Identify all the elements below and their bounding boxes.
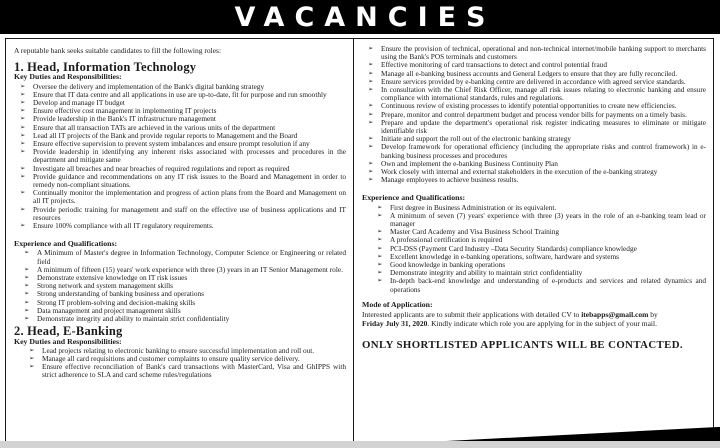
bullet-item [28, 363, 346, 379]
right-column [354, 39, 713, 441]
arrow-bullet-icon: ➢ [368, 143, 374, 151]
role-2-qualifications-heading: Experience and Qualifications: [362, 193, 466, 203]
arrow-bullet-icon: ➢ [24, 249, 30, 257]
arrow-bullet-icon: ➢ [29, 346, 35, 354]
bullet-item-text: In-depth back-end knowledge and understanding of e-products and services and related dynamics and operations [390, 276, 706, 294]
bullet-item-text: Provide leadership in the Bank's IT infrastructure management [33, 114, 216, 124]
application-text-by: by [648, 310, 658, 320]
bullet-item-text: Data management and project management skills [37, 305, 181, 315]
application-text-tail: . Kindly indicate which role you are applying for in the subject of your mail. [427, 319, 657, 329]
bullet-item-text: Provide leadership in identifying any inherent risks associated with processes and procedures in the department and mitigate same [33, 147, 346, 165]
application-email: itebapps@gmail.com [581, 310, 649, 320]
role-1-qualifications-list [23, 249, 346, 323]
role-2-title: 2. Head, E-Banking [14, 324, 123, 339]
bullet-item-text: Develop framework for operational efficiency (including the appropriate risks and control framework) in e-banking business processes and procedures [381, 142, 706, 160]
arrow-bullet-icon: ➢ [24, 282, 30, 290]
bullet-item-text: A Minimum of Master's degree in Information Technology, Computer Science or Engineering or related field [37, 248, 346, 266]
bullet-item-text: A minimum of seven (7) years' experience with three (3) years in the role of an e-banking team lead or manager [390, 210, 706, 229]
role-1-duties-list [19, 83, 346, 231]
bullet-item-text: Provide guidance and recommendations on any IT risk issues to the Board and Management in order to remedy non-compliant situations. [33, 171, 346, 190]
arrow-bullet-icon: ➢ [20, 99, 26, 107]
bullet-item [367, 119, 706, 135]
arrow-bullet-icon: ➢ [20, 131, 26, 139]
bullet-item-text: A professional certification is required [390, 235, 503, 245]
arrow-bullet-icon: ➢ [377, 269, 383, 277]
arrow-bullet-icon: ➢ [24, 274, 30, 282]
bullet-item [19, 173, 346, 189]
bullet-item-text: Strong IT problem-solving and decision-making skills [37, 297, 196, 307]
arrow-bullet-icon: ➢ [368, 69, 374, 77]
bullet-item [367, 45, 706, 61]
shortlist-notice: ONLY SHORTLISTED APPLICANTS WILL BE CONTACTED. [362, 339, 684, 352]
bullet-item-text: Manage employees to achieve business results. [381, 175, 519, 185]
bullet-item-text: Manage all e-banking business accounts and General Ledgers to ensure that they are fully reconciled. [381, 68, 678, 78]
bullet-item-text: Oversee the delivery and implementation of the Bank's digital banking strategy [33, 81, 265, 91]
bullet-item-text: A minimum of fifteen (15) years' work experience with three (3) years in an IT Senior Management role. [37, 264, 343, 274]
bullet-item-text: Ensure that IT data centre and all applications in use are up-to-date, fit for purpose and run smoothly [33, 89, 327, 99]
arrow-bullet-icon: ➢ [377, 244, 383, 252]
bullet-item-text: Work closely with internal and external stakeholders in the execution of the e-banking strategy [381, 167, 658, 177]
arrow-bullet-icon: ➢ [20, 222, 26, 230]
bullet-item-text: PCI-DSS (Payment Card Industry –Data Security Standards) compliance knowledge [390, 243, 637, 253]
arrow-bullet-icon: ➢ [368, 176, 374, 184]
role-2-duties-continued-list [367, 45, 706, 184]
arrow-bullet-icon: ➢ [20, 205, 26, 213]
arrow-bullet-icon: ➢ [20, 115, 26, 123]
bullet-item-text: Ensure effective reconciliation of Bank's card transactions with MasterCard, Visa and GhIPPS with strict adherence to SLA and card scheme rules/regulations [42, 362, 346, 380]
bullet-item-text: Master Card Academy and Visa Business School Training [390, 227, 560, 237]
bullet-item [19, 222, 346, 230]
arrow-bullet-icon: ➢ [29, 363, 35, 371]
arrow-bullet-icon: ➢ [377, 261, 383, 269]
page-bottom-strip [0, 441, 720, 448]
bullet-item-text: Manage all card requisitions and customer complaints to ensure quality service delivery. [42, 353, 300, 363]
arrow-bullet-icon: ➢ [368, 110, 374, 118]
left-column [6, 39, 353, 441]
arrow-bullet-icon: ➢ [20, 123, 26, 131]
application-deadline: Friday July 31, 2020 [362, 319, 428, 329]
bullet-item-text: Demonstrate extensive knowledge on IT risk issues [37, 273, 188, 283]
bullet-item-text: Prepare and update the department's operational risk register indicating measures to eliminate or mitigate identifiable risk [381, 117, 706, 136]
arrow-bullet-icon: ➢ [24, 298, 30, 306]
arrow-bullet-icon: ➢ [20, 172, 26, 180]
bullet-item [367, 86, 706, 102]
arrow-bullet-icon: ➢ [368, 168, 374, 176]
arrow-bullet-icon: ➢ [368, 159, 374, 167]
bullet-item-text: Prepare, monitor and control department budget and process vendor bills for payments on a timely basis. [381, 109, 687, 119]
role-1-title: 1. Head, Information Technology [14, 60, 197, 75]
bullet-item-text: Strong network and system management skills [37, 281, 173, 291]
arrow-bullet-icon: ➢ [368, 45, 374, 52]
bullet-item-text: Ensure that all transaction TATs are achieved in the various units of the department [33, 122, 276, 132]
arrow-bullet-icon: ➢ [377, 252, 383, 260]
bullet-item [23, 249, 346, 265]
bullet-item [367, 176, 706, 184]
mode-of-application [362, 301, 706, 328]
bullet-item-text: Ensure effective supervision to prevent system imbalances and ensure prompt resolution if any [33, 139, 310, 149]
bullet-item-text: Continuous review of existing processes to identify potential opportunities to create new efficiencies. [381, 101, 677, 111]
bullet-item [19, 189, 346, 205]
bullet-item [376, 212, 706, 228]
arrow-bullet-icon: ➢ [20, 148, 26, 156]
bullet-item-text: Ensure the provision of technical, operational and non-technical internet/mobile banking support to merchants using the Bank's POS terminals and customers [381, 44, 706, 62]
arrow-bullet-icon: ➢ [368, 77, 374, 85]
arrow-bullet-icon: ➢ [20, 107, 26, 115]
arrow-bullet-icon: ➢ [368, 135, 374, 143]
bullet-item [376, 277, 706, 293]
bullet-item-text: Initiate and support the roll out of the electronic banking strategy [381, 134, 572, 144]
arrow-bullet-icon: ➢ [20, 189, 26, 197]
bullet-item-text: Demonstrate integrity and ability to maintain strict confidentiality [37, 314, 230, 324]
arrow-bullet-icon: ➢ [24, 265, 30, 273]
arrow-bullet-icon: ➢ [24, 306, 30, 314]
arrow-bullet-icon: ➢ [24, 290, 30, 298]
arrow-bullet-icon: ➢ [24, 315, 30, 323]
arrow-bullet-icon: ➢ [377, 277, 383, 285]
application-text-lead: Interested applicants are to submit their applications with detailed CV to [362, 310, 582, 320]
role-2-qualifications-list [376, 204, 706, 294]
bullet-item-text: Demonstrate integrity and ability to maintain strict confidentiality [390, 268, 583, 278]
arrow-bullet-icon: ➢ [20, 82, 26, 90]
arrow-bullet-icon: ➢ [377, 211, 383, 219]
arrow-bullet-icon: ➢ [368, 86, 374, 94]
bullet-item [19, 206, 346, 222]
bullet-item-text: Continually monitor the implementation and progress of action plans from the Board and Management on all IT projects. [33, 188, 346, 206]
bullet-item-text: Effective monitoring of card transactions to detect and control potential fraud [381, 60, 607, 70]
role-2-duties-heading: Key Duties and Responsibilities: [14, 336, 122, 346]
bullet-item-text: Develop and manage IT budget [33, 98, 125, 108]
arrow-bullet-icon: ➢ [20, 140, 26, 148]
role-1-qualifications-heading: Experience and Qualifications: [14, 239, 118, 249]
bullet-item-text: Lead all IT projects of the Bank and provide regular reports to Management and the Board [33, 130, 298, 140]
role-2-duties-list [28, 347, 346, 380]
document-sheet [5, 38, 714, 442]
bullet-item-text: Provide periodic training for management and staff on the effective use of business applications and IT resources [33, 204, 346, 222]
arrow-bullet-icon: ➢ [377, 228, 383, 236]
arrow-bullet-icon: ➢ [368, 102, 374, 110]
mode-of-application-text [362, 310, 672, 328]
arrow-bullet-icon: ➢ [377, 236, 383, 244]
intro-text: A reputable bank seeks suitable candidates to fill the following roles: [14, 46, 222, 55]
mode-of-application-heading: Mode of Application: [362, 299, 433, 309]
bullet-item-text: Excellent knowledge in e-banking operations, software, hardware and systems [390, 251, 619, 261]
bullet-item-text: Ensure services provided by e-banking centre are delivered in accordance with agreed service standards. [381, 76, 686, 86]
bullet-item-text: Own and implement the e-banking Business Continuity Plan [381, 158, 558, 168]
bullet-item-text: In consultation with the Chief Risk Officer, manage all risk issues relating to electronic banking and ensure compliance with international standards, rules and regulations. [381, 85, 706, 103]
bullet-item [23, 315, 346, 323]
arrow-bullet-icon: ➢ [377, 203, 383, 211]
arrow-bullet-icon: ➢ [368, 61, 374, 69]
bullet-item-text: First degree in Business Administration or its equivalent. [390, 202, 557, 212]
arrow-bullet-icon: ➢ [20, 164, 26, 172]
banner [0, 0, 720, 34]
bullet-item-text: Good knowledge in banking operations [390, 260, 506, 270]
bullet-item [367, 143, 706, 159]
bullet-item-text: Strong understanding of banking business and operations [37, 289, 204, 299]
arrow-bullet-icon: ➢ [29, 354, 35, 362]
arrow-bullet-icon: ➢ [368, 118, 374, 126]
bullet-item-text: Lead projects relating to electronic banking to ensure successful implementation and roll out. [42, 345, 315, 355]
arrow-bullet-icon: ➢ [20, 90, 26, 98]
role-1-duties-heading: Key Duties and Responsibilities: [14, 72, 122, 82]
bullet-item-text: Ensure 100% compliance with all IT regulatory requirements. [33, 221, 214, 231]
bullet-item [19, 148, 346, 164]
bullet-item-text: Investigate all breaches and near breaches of required regulations and report as required [33, 163, 290, 173]
page-title: VACANCIES [234, 1, 496, 33]
bullet-item-text: Ensure effective cost management in implementing IT projects [33, 106, 217, 116]
